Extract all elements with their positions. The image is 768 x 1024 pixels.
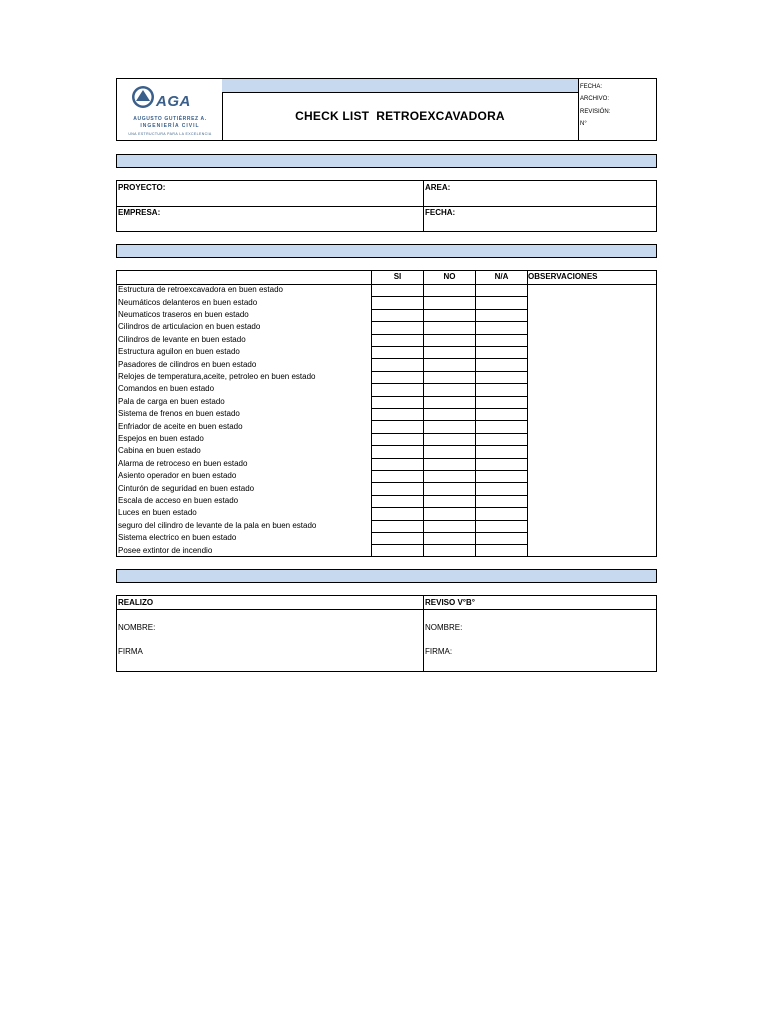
checklist-item-label: Cinturón de seguridad en buen estado <box>118 483 255 493</box>
checklist-cell-na[interactable] <box>476 521 527 532</box>
signature-header-row <box>117 596 656 610</box>
logo-company-name: AUGUSTO GUTIÉRREZ A. <box>133 116 207 122</box>
logo-company-discipline: INGENIERÍA CIVIL <box>140 123 200 129</box>
checklist-item-label: Asiento operador en buen estado <box>118 471 237 481</box>
checklist-item-label: Comandos en buen estado <box>118 384 215 394</box>
project-info-table <box>116 180 657 232</box>
checklist-cell-si[interactable] <box>372 310 423 321</box>
checklist-item-label: Posee extintor de incendio <box>118 545 213 555</box>
checklist-cell-na[interactable] <box>476 434 527 445</box>
checklist-cell-na[interactable] <box>476 496 527 507</box>
checklist-cell-no[interactable] <box>424 322 475 333</box>
checklist-cell-si[interactable] <box>372 359 423 370</box>
checklist-cell-si[interactable] <box>372 409 423 420</box>
checklist-cell-si[interactable] <box>372 297 423 308</box>
empresa-label: EMPRESA: <box>118 208 161 217</box>
checklist-cell-no[interactable] <box>424 285 475 296</box>
checklist-cell-no[interactable] <box>424 508 475 519</box>
checklist-cell-si[interactable] <box>372 471 423 482</box>
checklist-cell-si[interactable] <box>372 285 423 296</box>
column-header-si: SI <box>393 272 402 281</box>
checklist-cell-na[interactable] <box>476 471 527 482</box>
observaciones-field[interactable] <box>528 285 656 556</box>
signature-table <box>116 595 657 672</box>
checklist-cell-si[interactable] <box>372 521 423 532</box>
checklist-item-label: Estructura aguilon en buen estado <box>118 347 240 357</box>
column-header-na: N/A <box>494 272 509 281</box>
checklist-cell-no[interactable] <box>424 521 475 532</box>
checklist-item-label: seguro del cilindro de levante de la pala en buen estado <box>118 520 317 530</box>
area-label: AREA: <box>425 183 451 192</box>
checklist-item-label: Cabina en buen estado <box>118 446 201 456</box>
checklist-item-label: Cilindros de articulacion en buen estado <box>118 322 261 332</box>
section-band-info <box>116 154 657 168</box>
document-meta <box>578 79 657 140</box>
checklist-cell-na[interactable] <box>476 397 527 408</box>
checklist-cell-no[interactable] <box>424 434 475 445</box>
checklist-cell-no[interactable] <box>424 545 475 556</box>
checklist-item-label: Escala de acceso en buen estado <box>118 496 239 505</box>
meta-revision: REVISIÓN: <box>580 109 611 115</box>
checklist-cell-na[interactable] <box>476 483 527 494</box>
firma-left-label: FIRMA <box>118 647 143 656</box>
checklist-cell-si[interactable] <box>372 421 423 432</box>
checklist-cell-no[interactable] <box>424 459 475 470</box>
checklist-table <box>116 270 657 557</box>
checklist-item-label: Neumaticos traseros en buen estado <box>118 310 249 319</box>
checklist-cell-no[interactable] <box>424 471 475 482</box>
checklist-item-label: Pala de carga en buen estado <box>118 396 225 406</box>
checklist-cell-si[interactable] <box>372 446 423 457</box>
checklist-cell-no[interactable] <box>424 533 475 544</box>
checklist-item-label: Relojes de temperatura,aceite, petroleo en buen estado <box>118 372 316 381</box>
company-logo <box>117 79 223 140</box>
realizo-label: REALIZO <box>118 598 154 607</box>
logo-mark-icon <box>131 85 155 109</box>
checklist-item-label: Cilindros de levante en buen estado <box>118 334 246 344</box>
checklist-cell-si[interactable] <box>372 372 423 383</box>
column-header-observaciones: OBSERVACIONES <box>528 272 598 281</box>
checklist-cell-si[interactable] <box>372 384 423 395</box>
checklist-cell-na[interactable] <box>476 533 527 544</box>
section-band-checklist <box>116 244 657 258</box>
checklist-cell-no[interactable] <box>424 297 475 308</box>
checklist-cell-si[interactable] <box>372 397 423 408</box>
proyecto-label: PROYECTO: <box>118 183 166 192</box>
checklist-cell-si[interactable] <box>372 434 423 445</box>
checklist-cell-na[interactable] <box>476 508 527 519</box>
checklist-cell-si[interactable] <box>372 483 423 494</box>
checklist-cell-na[interactable] <box>476 359 527 370</box>
info-row-1 <box>117 181 656 207</box>
checklist-cell-na[interactable] <box>476 545 527 556</box>
checklist-cell-na[interactable] <box>476 347 527 358</box>
signature-divider <box>423 596 424 671</box>
checklist-cell-na[interactable] <box>476 409 527 420</box>
checklist-cell-no[interactable] <box>424 421 475 432</box>
checklist-cell-si[interactable] <box>372 335 423 346</box>
checklist-cell-no[interactable] <box>424 372 475 383</box>
logo-wordmark: AGA <box>156 93 191 110</box>
checklist-cell-si[interactable] <box>372 508 423 519</box>
checklist-item-label: Alarma de retroceso en buen estado <box>118 458 248 468</box>
checklist-item-label: Estructura de retroexcavadora en buen estado <box>118 285 283 295</box>
checklist-cell-na[interactable] <box>476 285 527 296</box>
fecha-label: FECHA: <box>425 208 456 217</box>
document-title: CHECK LIST RETROEXCAVADORA <box>295 109 505 123</box>
checklist-cell-na[interactable] <box>476 446 527 457</box>
checklist-cell-si[interactable] <box>372 533 423 544</box>
checklist-item-label: Enfriador de aceite en buen estado <box>118 421 243 431</box>
checklist-item-label: Neumáticos delanteros en buen estado <box>118 297 258 307</box>
title-band <box>222 79 578 93</box>
checklist-cell-na[interactable] <box>476 335 527 346</box>
reviso-label: REVISO V°B° <box>425 598 475 607</box>
checklist-cell-no[interactable] <box>424 347 475 358</box>
nombre-left-label: NOMBRE: <box>118 623 156 632</box>
section-band-signatures <box>116 569 657 583</box>
checklist-cell-na[interactable] <box>476 384 527 395</box>
info-divider <box>423 181 424 231</box>
checklist-cell-na[interactable] <box>476 372 527 383</box>
document-header <box>116 78 657 141</box>
checklist-cell-no[interactable] <box>424 397 475 408</box>
nombre-right-label: NOMBRE: <box>425 623 463 632</box>
checklist-cell-na[interactable] <box>476 297 527 308</box>
logo-tagline: UNA ESTRUCTURA PARA LA EXCELENCIA <box>128 132 212 136</box>
checklist-item-label: Sistema electrico en buen estado <box>118 533 237 543</box>
checklist-cell-no[interactable] <box>424 483 475 494</box>
checklist-cell-na[interactable] <box>476 421 527 432</box>
meta-archivo: ARCHIVO: <box>580 96 610 102</box>
checklist-cell-no[interactable] <box>424 310 475 321</box>
checklist-cell-no[interactable] <box>424 446 475 457</box>
checklist-cell-na[interactable] <box>476 459 527 470</box>
meta-fecha: FECHA: <box>580 84 603 90</box>
checklist-item-label: Espejos en buen estado <box>118 434 204 443</box>
checklist-item-label: Sistema de frenos en buen estado <box>118 409 240 419</box>
column-header-no: NO <box>443 272 456 281</box>
checklist-cell-no[interactable] <box>424 335 475 346</box>
checklist-cell-na[interactable] <box>476 310 527 321</box>
checklist-cell-si[interactable] <box>372 322 423 333</box>
checklist-cell-no[interactable] <box>424 384 475 395</box>
checklist-item-label: Pasadores de cilindros en buen estado <box>118 359 257 369</box>
checklist-cell-no[interactable] <box>424 359 475 370</box>
checklist-cell-no[interactable] <box>424 409 475 420</box>
checklist-cell-si[interactable] <box>372 496 423 507</box>
checklist-cell-na[interactable] <box>476 322 527 333</box>
checklist-cell-si[interactable] <box>372 347 423 358</box>
checklist-cell-no[interactable] <box>424 496 475 507</box>
firma-right-label: FIRMA: <box>425 647 453 656</box>
meta-numero: N° <box>580 121 587 127</box>
checklist-cell-si[interactable] <box>372 459 423 470</box>
checklist-cell-si[interactable] <box>372 545 423 556</box>
checklist-item-label: Luces en buen estado <box>118 508 197 518</box>
